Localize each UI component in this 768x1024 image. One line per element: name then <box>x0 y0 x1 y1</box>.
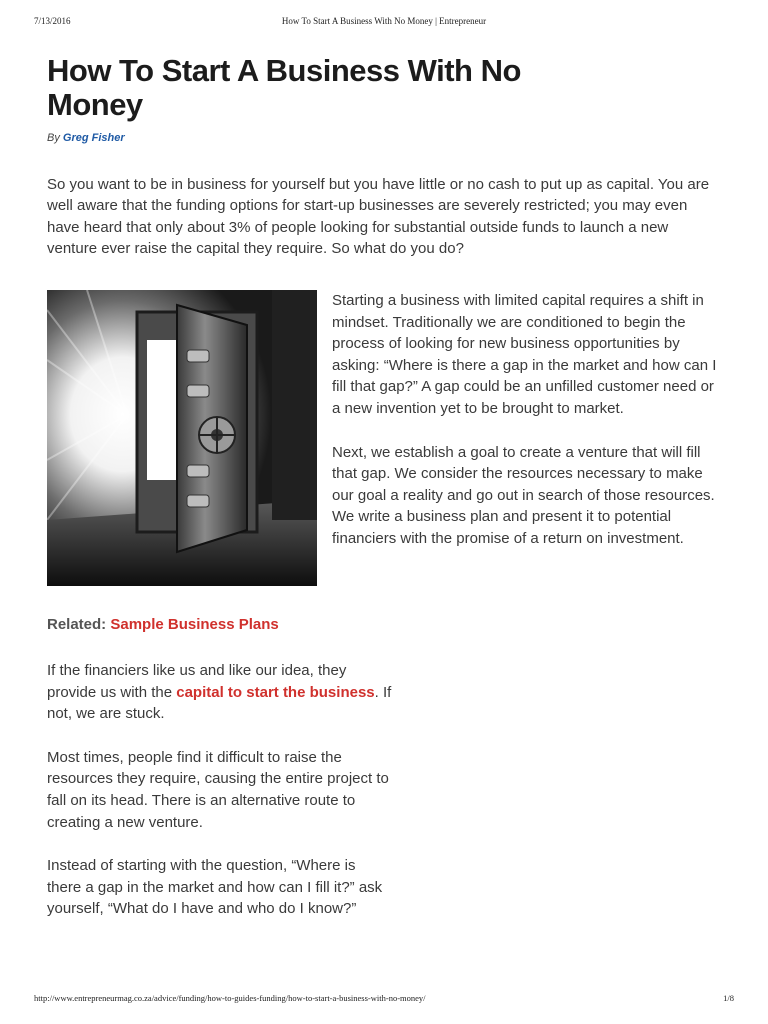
paragraph-mindset: Starting a business with limited capital requires a shift in mindset. Traditionally we are conditioned to begin the process of looking for new business opportunities by asking: “Where is there a gap in the market and how can I fill that gap?” A gap could be an unfilled customer need or a new invention yet to be brought to market. <box>332 292 717 417</box>
paragraph-financiers-after: . If not, we are stuck. <box>47 683 392 723</box>
article-title: How To Start A Business With No Money <box>47 53 521 122</box>
vault-door-image <box>47 290 317 586</box>
byline-prefix: By <box>47 132 60 144</box>
intro-paragraph: So you want to be in business for yourself but you have little or no cash to put up as capital. You are well aware that the funding options for start-up businesses are severely restricted; you may even have heard that only about 3% of people looking for substantial outside funds to launch a new venture ever raise the capital they require. So what do you do? <box>47 176 710 258</box>
print-page-title: How To Start A Business With No Money | Entrepreneur <box>281 16 487 26</box>
related-label: Related: <box>47 616 107 633</box>
author-link[interactable]: Greg Fisher <box>62 132 125 144</box>
byline <box>47 132 125 144</box>
page-number: 1/8 <box>723 993 734 1003</box>
print-date: 7/13/2016 <box>34 16 71 26</box>
capital-link[interactable]: capital to start the business <box>176 683 375 701</box>
related-link-sample-business-plans[interactable]: Sample Business Plans <box>110 616 279 633</box>
paragraph-financiers-before: If the financiers like us and like our idea, they provide us with the <box>47 662 347 701</box>
side-column-text <box>332 290 724 572</box>
main-column-text <box>47 660 392 942</box>
print-url: http://www.entrepreneurmag.co.za/advice/funding/how-to-guides-funding/how-to-start-a-business-with-no-money/ <box>34 993 426 1003</box>
paragraph-next: Next, we establish a goal to create a venture that will fill that gap. We consider the resources necessary to make our goal a reality and go out in search of those resources. We write a business plan and present it to potential financiers with the promise of a return on investment. <box>332 443 715 547</box>
paragraph-most-times: Most times, people find it difficult to raise the resources they require, causing the entire project to fall on its head. There is an alternative route to creating a new venture. <box>47 748 389 831</box>
paragraph-instead: Instead of starting with the question, “Where is there a gap in the market and how can I fill it?” ask yourself, “What do I have and who do I know?” <box>47 857 383 918</box>
paragraph-financiers <box>47 660 392 725</box>
related-link-block <box>47 616 279 633</box>
